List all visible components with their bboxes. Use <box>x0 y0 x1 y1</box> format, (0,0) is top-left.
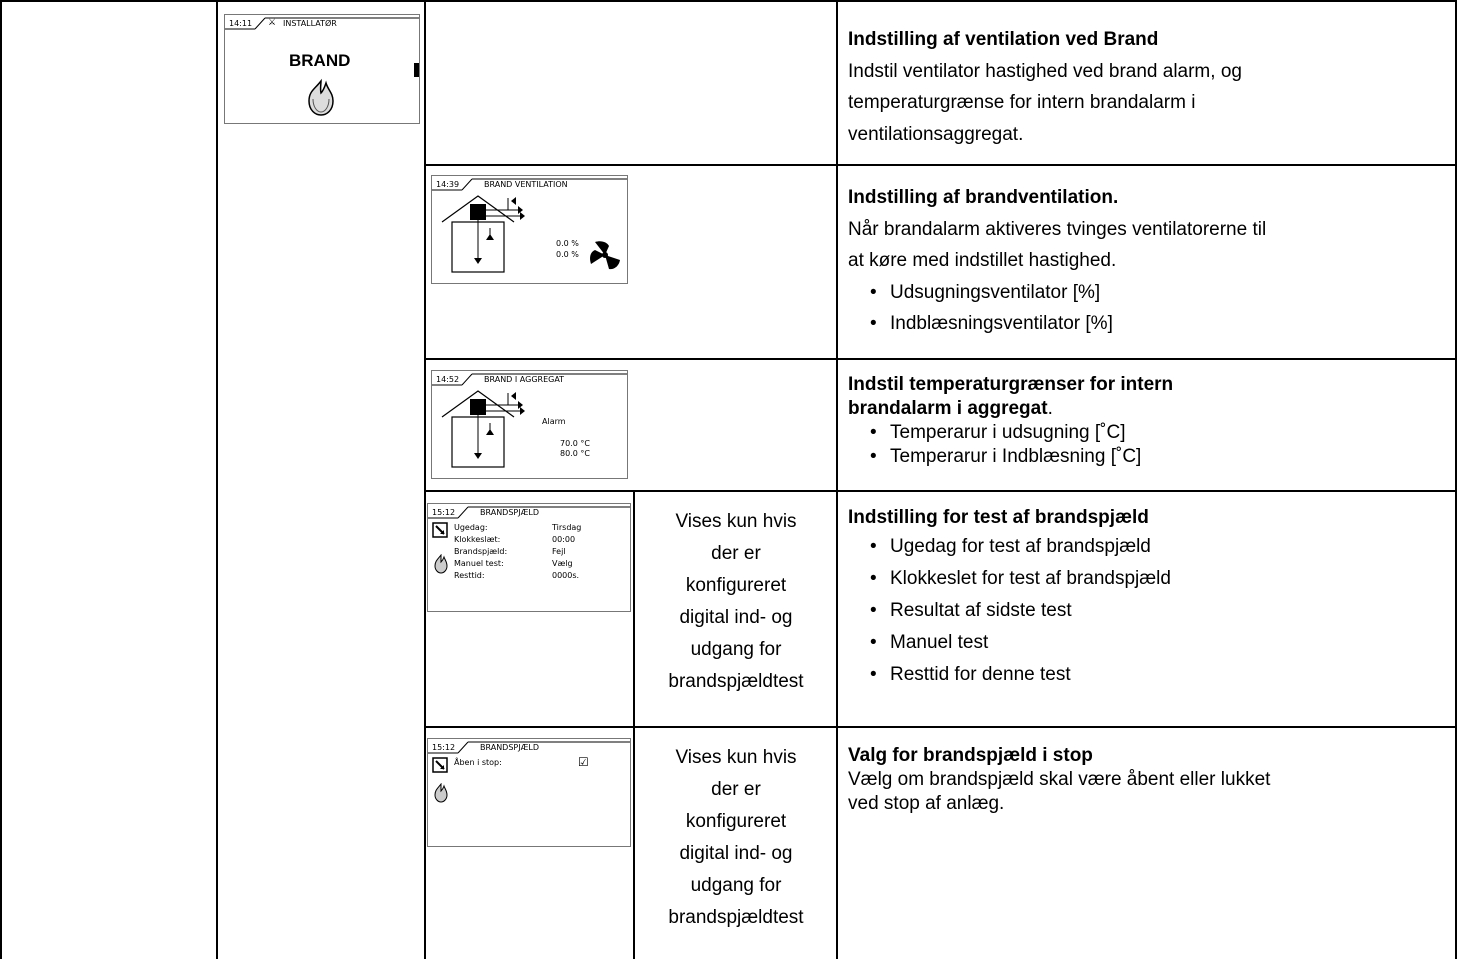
table-border-left <box>0 0 2 959</box>
time-label: Klokkeslæt: <box>454 535 501 544</box>
damper-status-value: Fejl <box>552 547 566 556</box>
row-heading: Indstilling af brandventilation. <box>848 187 1119 208</box>
list-item: • Temperarur i udsugning [˚C] <box>870 421 1448 445</box>
screen-title: BRANDSPJÆLD <box>480 743 540 752</box>
table-divider-col4 <box>836 0 838 959</box>
list-item: • Indblæsningsventilator [%] <box>870 308 1448 340</box>
screen-title: BRAND I AGGREGAT <box>484 375 565 384</box>
row-divider-3 <box>424 490 1457 492</box>
row-heading: Indstil temperaturgrænser for intern brandalarm i aggregat. <box>848 374 1174 419</box>
time-value[interactable]: 00:00 <box>552 535 576 544</box>
screen-title: BRAND VENTILATION <box>484 180 568 189</box>
screen-time: 15:12 <box>432 743 456 752</box>
brandspjaeld-test-screen <box>427 503 631 612</box>
table-divider-col1 <box>216 0 218 959</box>
remaining-time-label: Resttid: <box>454 571 485 580</box>
scrollbar-indicator <box>414 63 419 77</box>
list-item: • Temperarur i Indblæsning [˚C] <box>870 445 1448 469</box>
weekday-value[interactable]: Tirsdag <box>552 523 582 532</box>
brand-screen <box>224 14 420 124</box>
house-unit-icon <box>440 192 550 277</box>
note-test: Vises kun hvis der er konfigureret digital ind- og udgang for brandspjældtest <box>668 511 804 692</box>
weekday-label: Ugedag: <box>454 523 488 532</box>
supply-fan-value: 0.0 % <box>556 250 579 259</box>
open-in-stop-label: Åben i stop: <box>454 758 502 767</box>
brand-aggregat-screen <box>431 370 628 479</box>
remaining-time-value: 0000s. <box>552 571 580 580</box>
screen-time: 15:12 <box>432 508 456 517</box>
desc-row-3 <box>848 373 1448 469</box>
damper-icon <box>432 757 448 773</box>
desc-row-4 <box>848 505 1448 691</box>
fire-icon <box>432 554 450 574</box>
screen-title: BRANDSPJÆLD <box>480 508 540 517</box>
desc-row-2: Indstilling af brandventilation. Når brandalarm aktiveres tvinges ventilatorerne til at køre med indstillet hastighed. • Udsugningsventilator [%] • Indblæsningsventilator [%] <box>848 182 1448 340</box>
supply-temp-value: 80.0 °C <box>560 449 590 458</box>
alarm-label: Alarm <box>542 417 566 426</box>
brandspjaeld-stop-screen <box>427 738 631 847</box>
damper-icon <box>432 522 448 538</box>
row-heading: Indstilling af ventilation ved Brand <box>848 29 1159 50</box>
row-divider-2 <box>424 358 1457 360</box>
row-divider-1 <box>424 164 1457 166</box>
table-border-top <box>0 0 1457 2</box>
fire-icon <box>432 783 450 803</box>
house-unit-icon <box>440 387 550 472</box>
list-item: • Resultat af sidste test <box>870 595 1448 627</box>
table-divider-col3 <box>633 490 635 959</box>
desc-row-5: Valg for brandspjæld i stop Vælg om brandspjæld skal være åbent eller lukket ved stop af anlæg. <box>848 744 1448 816</box>
damper-status-label: Brandspjæld: <box>454 547 508 556</box>
extract-temp-value: 70.0 °C <box>560 439 590 448</box>
fire-icon <box>301 77 341 117</box>
brand-label: BRAND <box>289 51 351 70</box>
list-item: • Resttid for denne test <box>870 659 1448 691</box>
manual-test-value[interactable]: Vælg <box>552 559 573 568</box>
list-item: • Ugedag for test af brandspjæld <box>870 531 1448 563</box>
desc-row-1: Indstilling af ventilation ved Brand Indstil ventilator hastighed ved brand alarm, og temperaturgrænse for intern brandalarm i ventilationsaggregat. <box>848 24 1448 150</box>
table-border-right <box>1455 0 1457 959</box>
extract-fan-value: 0.0 % <box>556 239 579 248</box>
open-in-stop-checkbox[interactable]: ☑ <box>578 755 589 769</box>
row-divider-4 <box>424 726 1457 728</box>
fan-icon <box>587 238 623 272</box>
screen-time: 14:52 <box>436 375 460 384</box>
row-heading: Valg for brandspjæld i stop <box>848 745 1093 766</box>
manual-test-label: Manuel test: <box>454 559 504 568</box>
list-item: • Klokkeslet for test af brandspjæld <box>870 563 1448 595</box>
screen-time: 14:39 <box>436 180 460 189</box>
note-stop: Vises kun hvis der er konfigureret digital ind- og udgang for brandspjældtest <box>668 747 804 928</box>
row-heading: Indstilling for test af brandspjæld <box>848 507 1149 528</box>
table-divider-col2 <box>424 0 426 959</box>
screen-title: INSTALLATØR <box>283 19 337 28</box>
list-item: • Manuel test <box>870 627 1448 659</box>
brand-ventilation-screen <box>431 175 628 284</box>
screen-time: 14:11 <box>229 19 253 28</box>
list-item: • Udsugningsventilator [%] <box>870 277 1448 309</box>
installer-icon: ⚔ <box>268 18 277 28</box>
